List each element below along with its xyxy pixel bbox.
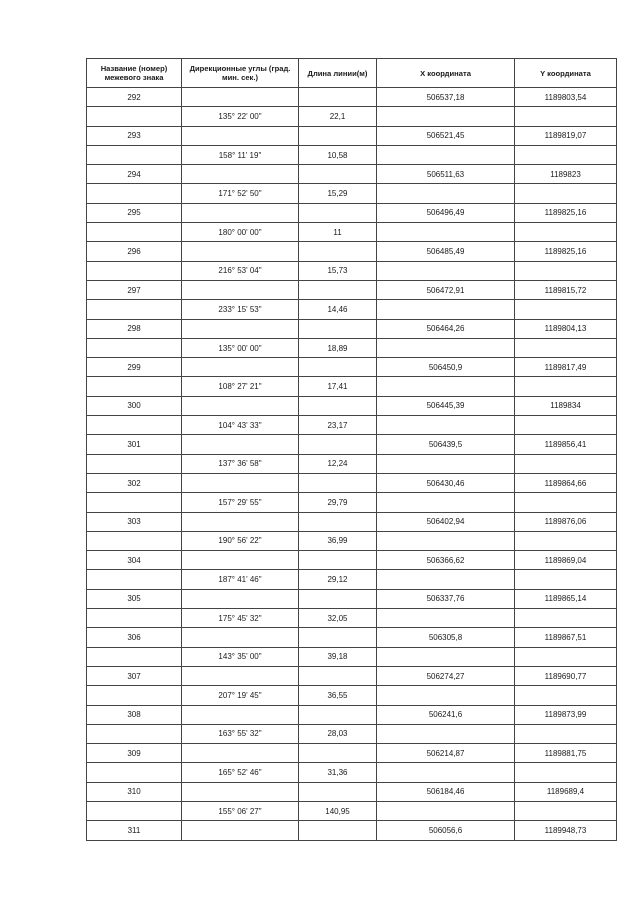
point-name-cell: 300: [87, 396, 182, 415]
empty-cell: [377, 223, 515, 242]
line-length-cell: 39,18: [299, 647, 377, 666]
empty-cell: [377, 686, 515, 705]
empty-cell: [299, 88, 377, 107]
x-coordinate-cell: 506214,87: [377, 744, 515, 763]
empty-cell: [182, 589, 299, 608]
empty-cell: [182, 319, 299, 338]
point-row: [87, 242, 617, 261]
line-length-cell: 140,95: [299, 801, 377, 820]
direction-angle-cell: 157° 29' 55": [182, 493, 299, 512]
point-row: [87, 628, 617, 647]
segment-row: [87, 377, 617, 396]
empty-cell: [87, 223, 182, 242]
empty-cell: [515, 763, 617, 782]
empty-cell: [299, 126, 377, 145]
empty-cell: [377, 493, 515, 512]
x-coordinate-cell: 506485,49: [377, 242, 515, 261]
empty-cell: [299, 705, 377, 724]
empty-cell: [87, 763, 182, 782]
empty-cell: [299, 512, 377, 531]
point-row: [87, 280, 617, 299]
empty-cell: [377, 763, 515, 782]
point-row: [87, 88, 617, 107]
x-coordinate-cell: 506241,6: [377, 705, 515, 724]
empty-cell: [515, 338, 617, 357]
empty-cell: [299, 358, 377, 377]
point-row: [87, 821, 617, 840]
x-coordinate-cell: 506511,63: [377, 165, 515, 184]
line-length-cell: 29,12: [299, 570, 377, 589]
empty-cell: [377, 531, 515, 550]
direction-angle-cell: 190° 56' 22": [182, 531, 299, 550]
line-length-cell: 36,99: [299, 531, 377, 550]
empty-cell: [377, 338, 515, 357]
segment-row: [87, 184, 617, 203]
point-row: [87, 512, 617, 531]
x-coordinate-cell: 506472,91: [377, 280, 515, 299]
column-header-y-coordinate: Y координата: [515, 59, 617, 88]
empty-cell: [299, 589, 377, 608]
point-row: [87, 126, 617, 145]
empty-cell: [182, 473, 299, 492]
point-name-cell: 304: [87, 551, 182, 570]
x-coordinate-cell: 506496,49: [377, 203, 515, 222]
empty-cell: [87, 531, 182, 550]
line-length-cell: 17,41: [299, 377, 377, 396]
point-name-cell: 298: [87, 319, 182, 338]
empty-cell: [515, 801, 617, 820]
line-length-cell: 15,29: [299, 184, 377, 203]
x-coordinate-cell: 506337,76: [377, 589, 515, 608]
empty-cell: [515, 107, 617, 126]
point-name-cell: 302: [87, 473, 182, 492]
empty-cell: [87, 724, 182, 743]
y-coordinate-cell: 1189689,4: [515, 782, 617, 801]
empty-cell: [515, 300, 617, 319]
point-name-cell: 294: [87, 165, 182, 184]
empty-cell: [515, 416, 617, 435]
empty-cell: [299, 782, 377, 801]
point-name-cell: 307: [87, 666, 182, 685]
x-coordinate-cell: 506402,94: [377, 512, 515, 531]
line-length-cell: 12,24: [299, 454, 377, 473]
empty-cell: [377, 801, 515, 820]
line-length-cell: 29,79: [299, 493, 377, 512]
point-row: [87, 589, 617, 608]
y-coordinate-cell: 1189803,54: [515, 88, 617, 107]
point-name-cell: 296: [87, 242, 182, 261]
empty-cell: [515, 531, 617, 550]
empty-cell: [299, 203, 377, 222]
point-name-cell: 292: [87, 88, 182, 107]
empty-cell: [182, 126, 299, 145]
empty-cell: [299, 242, 377, 261]
empty-cell: [182, 782, 299, 801]
point-name-cell: 299: [87, 358, 182, 377]
direction-angle-cell: 163° 55' 32": [182, 724, 299, 743]
empty-cell: [299, 435, 377, 454]
line-length-cell: 28,03: [299, 724, 377, 743]
y-coordinate-cell: 1189948,73: [515, 821, 617, 840]
empty-cell: [87, 647, 182, 666]
empty-cell: [299, 744, 377, 763]
empty-cell: [515, 454, 617, 473]
x-coordinate-cell: 506184,46: [377, 782, 515, 801]
point-row: [87, 551, 617, 570]
segment-row: [87, 686, 617, 705]
point-name-cell: 306: [87, 628, 182, 647]
empty-cell: [182, 435, 299, 454]
point-row: [87, 782, 617, 801]
segment-row: [87, 647, 617, 666]
x-coordinate-cell: 506274,27: [377, 666, 515, 685]
y-coordinate-cell: 1189823: [515, 165, 617, 184]
x-coordinate-cell: 506305,8: [377, 628, 515, 647]
segment-row: [87, 261, 617, 280]
segment-row: [87, 531, 617, 550]
x-coordinate-cell: 506056,6: [377, 821, 515, 840]
x-coordinate-cell: 506439,5: [377, 435, 515, 454]
empty-cell: [182, 280, 299, 299]
segment-row: [87, 801, 617, 820]
segment-row: [87, 570, 617, 589]
empty-cell: [182, 512, 299, 531]
direction-angle-cell: 233° 15' 53": [182, 300, 299, 319]
empty-cell: [377, 570, 515, 589]
y-coordinate-cell: 1189869,04: [515, 551, 617, 570]
point-row: [87, 165, 617, 184]
point-name-cell: 295: [87, 203, 182, 222]
y-coordinate-cell: 1189817,49: [515, 358, 617, 377]
empty-cell: [515, 493, 617, 512]
empty-cell: [182, 88, 299, 107]
x-coordinate-cell: 506445,39: [377, 396, 515, 415]
empty-cell: [182, 358, 299, 377]
empty-cell: [182, 744, 299, 763]
point-name-cell: 308: [87, 705, 182, 724]
x-coordinate-cell: 506430,46: [377, 473, 515, 492]
column-header-point-name: Название (номер) межевого знака: [87, 59, 182, 88]
empty-cell: [182, 203, 299, 222]
empty-cell: [182, 242, 299, 261]
y-coordinate-cell: 1189804,13: [515, 319, 617, 338]
point-row: [87, 203, 617, 222]
segment-row: [87, 107, 617, 126]
direction-angle-cell: 104° 43' 33": [182, 416, 299, 435]
empty-cell: [182, 628, 299, 647]
direction-angle-cell: 171° 52' 50": [182, 184, 299, 203]
empty-cell: [182, 666, 299, 685]
y-coordinate-cell: 1189834: [515, 396, 617, 415]
empty-cell: [377, 724, 515, 743]
empty-cell: [377, 261, 515, 280]
direction-angle-cell: 180° 00' 00": [182, 223, 299, 242]
segment-row: [87, 724, 617, 743]
x-coordinate-cell: 506366,62: [377, 551, 515, 570]
line-length-cell: 36,55: [299, 686, 377, 705]
empty-cell: [299, 165, 377, 184]
point-row: [87, 744, 617, 763]
x-coordinate-cell: 506450,9: [377, 358, 515, 377]
line-length-cell: 14,46: [299, 300, 377, 319]
empty-cell: [377, 184, 515, 203]
line-length-cell: 23,17: [299, 416, 377, 435]
segment-row: [87, 416, 617, 435]
empty-cell: [515, 647, 617, 666]
empty-cell: [182, 821, 299, 840]
point-name-cell: 303: [87, 512, 182, 531]
empty-cell: [182, 165, 299, 184]
empty-cell: [515, 223, 617, 242]
empty-cell: [299, 551, 377, 570]
empty-cell: [377, 609, 515, 628]
empty-cell: [87, 686, 182, 705]
segment-row: [87, 223, 617, 242]
table-body: [87, 88, 617, 841]
empty-cell: [515, 184, 617, 203]
direction-angle-cell: 187° 41' 46": [182, 570, 299, 589]
empty-cell: [299, 473, 377, 492]
empty-cell: [299, 821, 377, 840]
point-name-cell: 305: [87, 589, 182, 608]
y-coordinate-cell: 1189856,41: [515, 435, 617, 454]
y-coordinate-cell: 1189865,14: [515, 589, 617, 608]
y-coordinate-cell: 1189873,99: [515, 705, 617, 724]
point-name-cell: 301: [87, 435, 182, 454]
boundary-points-table: [86, 58, 617, 841]
point-row: [87, 358, 617, 377]
empty-cell: [299, 280, 377, 299]
line-length-cell: 10,58: [299, 145, 377, 164]
table-header-row: [87, 59, 617, 88]
empty-cell: [87, 145, 182, 164]
segment-row: [87, 145, 617, 164]
direction-angle-cell: 143° 35' 00": [182, 647, 299, 666]
empty-cell: [182, 396, 299, 415]
segment-row: [87, 300, 617, 319]
empty-cell: [377, 454, 515, 473]
empty-cell: [515, 261, 617, 280]
column-header-direction-angle: Дирекционные углы (град. мин. сек.): [182, 59, 299, 88]
line-length-cell: 15,73: [299, 261, 377, 280]
empty-cell: [515, 609, 617, 628]
point-name-cell: 297: [87, 280, 182, 299]
x-coordinate-cell: 506521,45: [377, 126, 515, 145]
empty-cell: [299, 319, 377, 338]
point-name-cell: 311: [87, 821, 182, 840]
direction-angle-cell: 135° 22' 00": [182, 107, 299, 126]
point-row: [87, 396, 617, 415]
y-coordinate-cell: 1189876,06: [515, 512, 617, 531]
empty-cell: [87, 338, 182, 357]
empty-cell: [87, 493, 182, 512]
line-length-cell: 31,36: [299, 763, 377, 782]
x-coordinate-cell: 506464,26: [377, 319, 515, 338]
empty-cell: [182, 705, 299, 724]
empty-cell: [87, 377, 182, 396]
direction-angle-cell: 108° 27' 21": [182, 377, 299, 396]
segment-row: [87, 454, 617, 473]
direction-angle-cell: 165° 52' 46": [182, 763, 299, 782]
empty-cell: [377, 300, 515, 319]
empty-cell: [87, 107, 182, 126]
direction-angle-cell: 137° 36' 58": [182, 454, 299, 473]
empty-cell: [377, 416, 515, 435]
direction-angle-cell: 207° 19' 45": [182, 686, 299, 705]
direction-angle-cell: 135° 00' 00": [182, 338, 299, 357]
y-coordinate-cell: 1189825,16: [515, 203, 617, 222]
empty-cell: [87, 416, 182, 435]
column-header-x-coordinate: Х координата: [377, 59, 515, 88]
segment-row: [87, 338, 617, 357]
empty-cell: [299, 396, 377, 415]
empty-cell: [377, 647, 515, 666]
direction-angle-cell: 155° 06' 27": [182, 801, 299, 820]
empty-cell: [299, 628, 377, 647]
empty-cell: [515, 724, 617, 743]
line-length-cell: 18,89: [299, 338, 377, 357]
point-row: [87, 473, 617, 492]
empty-cell: [515, 145, 617, 164]
empty-cell: [377, 107, 515, 126]
empty-cell: [377, 145, 515, 164]
y-coordinate-cell: 1189815,72: [515, 280, 617, 299]
empty-cell: [377, 377, 515, 396]
line-length-cell: 32,05: [299, 609, 377, 628]
direction-angle-cell: 175° 45' 32": [182, 609, 299, 628]
y-coordinate-cell: 1189825,16: [515, 242, 617, 261]
point-name-cell: 293: [87, 126, 182, 145]
empty-cell: [299, 666, 377, 685]
segment-row: [87, 763, 617, 782]
empty-cell: [87, 609, 182, 628]
empty-cell: [515, 686, 617, 705]
line-length-cell: 11: [299, 223, 377, 242]
x-coordinate-cell: 506537,18: [377, 88, 515, 107]
empty-cell: [182, 551, 299, 570]
empty-cell: [87, 261, 182, 280]
point-row: [87, 435, 617, 454]
direction-angle-cell: 216° 53' 04": [182, 261, 299, 280]
point-name-cell: 310: [87, 782, 182, 801]
empty-cell: [515, 377, 617, 396]
empty-cell: [87, 184, 182, 203]
segment-row: [87, 609, 617, 628]
column-header-line-length: Длина линии(м): [299, 59, 377, 88]
y-coordinate-cell: 1189690,77: [515, 666, 617, 685]
point-row: [87, 666, 617, 685]
empty-cell: [87, 801, 182, 820]
empty-cell: [515, 570, 617, 589]
empty-cell: [87, 300, 182, 319]
point-row: [87, 319, 617, 338]
segment-row: [87, 493, 617, 512]
point-name-cell: 309: [87, 744, 182, 763]
line-length-cell: 22,1: [299, 107, 377, 126]
y-coordinate-cell: 1189819,07: [515, 126, 617, 145]
point-row: [87, 705, 617, 724]
y-coordinate-cell: 1189867,51: [515, 628, 617, 647]
y-coordinate-cell: 1189864,66: [515, 473, 617, 492]
y-coordinate-cell: 1189881,75: [515, 744, 617, 763]
empty-cell: [87, 454, 182, 473]
direction-angle-cell: 158° 11' 19": [182, 145, 299, 164]
empty-cell: [87, 570, 182, 589]
